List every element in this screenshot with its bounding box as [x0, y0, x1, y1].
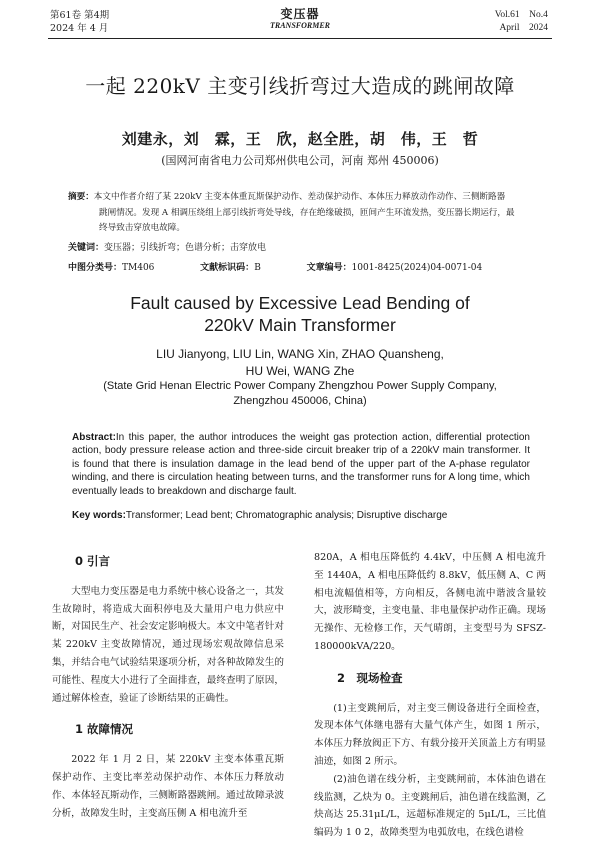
section-2-paragraph-1: (1)主变跳闸后，对主变三侧设备进行全面检查，发现本体气体继电器有大量气体产生，如图 1 所示，本体压力释放阀正下方、有载分接开关顶盖上方有明显油迹，如图 2 所示。	[314, 702, 546, 767]
abstract-cn-line3: 终导致击穿放电故障。	[99, 223, 185, 233]
paper-title-en	[0, 292, 600, 336]
abstract-cn-line2: 跳闸情况。发现 A 相调压绕组上部引线折弯处导线，存在绝缘破损，匝间产生环流发热，变压器长期运行，最	[99, 207, 515, 218]
authors-cn: 刘建永，刘 霖，王 欣，赵全胜，胡 伟，王 哲	[121, 130, 479, 148]
keywords-en	[72, 510, 530, 521]
article-no-label: 文章编号：	[306, 263, 352, 273]
class-label: 中图分类号：	[68, 263, 123, 273]
abstract-text-en: In this paper, the author introduces the weight gas protection action, differential protection action, body pressure release action and three-side circuit breaker trip of a 220kV main transformer. It is found that there is insulation damage in the lead bend of the upper part of the A-phase regulator winding, and there is circulation heating between turns, and the transformer runs for A long time, which eventually leads to breakdown and discharge fault.	[72, 432, 530, 497]
affiliation-en-line1: (State Grid Henan Electric Power Company Zhengzhou Power Supply Company,	[103, 380, 497, 392]
abstract-label-en: Abstract:	[72, 432, 116, 443]
keywords-label-cn: 关键词：	[68, 243, 105, 253]
volume-issue-cn: 第61卷 第4期	[50, 10, 110, 21]
section-0-heading: 0 引言	[75, 554, 111, 568]
paper-title-en-line2: 220kV Main Transformer	[204, 315, 396, 335]
section-0-paragraph: 大型电力变压器是电力系统中核心设备之一，其发生故障时，将造成大面积停电及大量用户电力供应中断，对国民生产、社会安定影响极大。本文中笔者针对某 220kV 主变故障情况，通过现场宏观故障信息采集，并结合电气试验结果逐项分析，对各种故障发生的可能性、程度大小进行了全面排查，最终查明了原因，通过解体检查，验证了诊断结果的正确性。	[52, 585, 284, 704]
number-en: No.4	[529, 10, 548, 20]
paper-title-en-line1: Fault caused by Excessive Lead Bending of	[130, 293, 470, 313]
abstract-cn-line1: 本文中作者介绍了某 220kV 主变本体重瓦斯保护动作、差动保护动作、本体压力释放动作动作、三侧断路器	[93, 192, 506, 202]
affiliation-en-line2: Zhengzhou 450006, China)	[233, 395, 367, 407]
abstract-label-cn: 摘要：	[68, 192, 94, 202]
date-cn: 2024 年 4 月	[50, 23, 109, 34]
section-1-heading: 1 故障情况	[75, 722, 134, 737]
body-left-column	[52, 553, 284, 822]
classification-line	[68, 260, 482, 273]
header-rule	[48, 38, 552, 39]
class-value: TM406	[122, 263, 155, 273]
abstract-en	[72, 431, 530, 498]
keywords-value-en: Transformer; Lead bent; Chromatographic analysis; Disruptive discharge	[125, 510, 448, 521]
journal-name-cn: 变压器	[280, 7, 320, 21]
section-1-paragraph: 2022 年 1 月 2 日，某 220kV 主变本体重瓦斯保护动作、主变比率差动保护动作、本体压力释放动作、本体轻瓦斯动作，三侧断路器跳闸。通过故障录波分析，故障发生时，主变高压侧 A 相电流升至	[52, 754, 284, 819]
abstract-cn	[68, 190, 540, 237]
year-en: 2024	[529, 23, 548, 33]
section-2-paragraph-2: (2)油色谱在线分析，主变跳闸前，本体油色谱在线监测，乙炔为 0。主变跳闸后，油色谱在线监测，乙炔高达 25.31μL/L，远超标准规定的 5μL/L，三比值编码为 1 0 2，故障类型为电弧放电，在线色谱检	[314, 773, 546, 839]
body-right-column	[314, 549, 546, 842]
section-2-heading: 2 现场检查	[337, 670, 403, 685]
authors-en	[0, 346, 600, 380]
affiliation-cn: (国网河南省电力公司郑州供电公司，河南 郑州 450006)	[161, 154, 439, 167]
authors-en-line2: HU Wei, WANG Zhe	[245, 364, 355, 378]
continued-paragraph: 820A，A 相电压降低约 4.4kV，中压侧 A 相电流升至 1440A，A 相电压降低约 8.8kV，低压侧 A、C 两相电流幅值相等，方向相反，各侧电流中谐波含量较大，波形畸变，主变电量、非电量保护动作正确。现场无操作、无检修工作，天气晴朗，主变型号为 SFSZ-180000kVA/220。	[314, 552, 546, 652]
authors-en-line1: LIU Jianyong, LIU Lin, WANG Xin, ZHAO Quansheng,	[156, 347, 444, 361]
affiliation-en	[0, 379, 600, 409]
keywords-cn	[68, 240, 540, 253]
month-en: April	[499, 23, 520, 33]
paper-title-cn: 一起 220kV 主变引线折弯过大造成的跳闸故障	[85, 74, 515, 98]
volume-en: Vol.61	[494, 10, 520, 20]
doc-code-label: 文献标识码：	[200, 263, 255, 273]
keywords-label-en: Key words:	[72, 510, 126, 521]
journal-name-en: TRANSFORMER	[269, 21, 331, 30]
article-no-value: 1001-8425(2024)04-0071-04	[351, 263, 483, 273]
header-volume-en	[495, 9, 548, 35]
keywords-value-cn: 变压器；引线折弯；色谱分析；击穿放电	[104, 243, 267, 253]
doc-code-value: B	[254, 263, 261, 273]
